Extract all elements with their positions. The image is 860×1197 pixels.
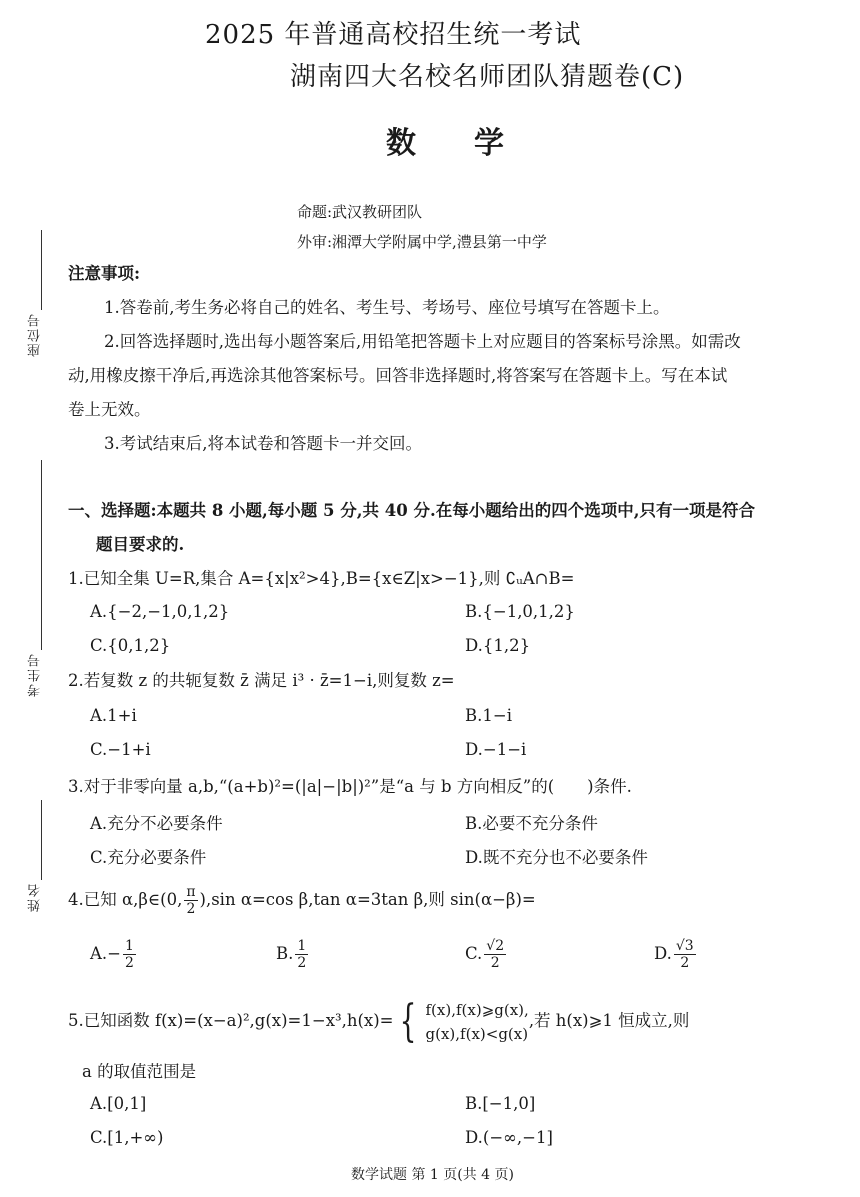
fraction xyxy=(484,938,506,971)
option-prefix: B. xyxy=(276,944,294,963)
page-footer: 数学试题 第 1 页(共 4 页) xyxy=(351,1167,514,1183)
fraction-numerator: 1 xyxy=(297,938,307,954)
question-4-option-c xyxy=(465,936,508,972)
question-3-option-b: B.必要不充分条件 xyxy=(465,814,598,833)
fraction-numerator: √3 xyxy=(675,938,694,954)
question-4-stem-pre: 4.已知 α,β∈ xyxy=(68,890,161,909)
side-label-exam-no: 考生号 xyxy=(28,652,43,697)
option-prefix: C. xyxy=(465,944,483,963)
notice-item: 3.考试结束后,将本试卷和答题卡一并交回。 xyxy=(104,434,422,453)
fraction xyxy=(123,938,136,971)
piecewise-case-1: f(x),f(x)⩾g(x), xyxy=(425,1000,529,1019)
fraction-denominator: 2 xyxy=(680,955,690,971)
question-3-option-a: A.充分不必要条件 xyxy=(90,814,223,833)
interval-open: (0, xyxy=(160,890,183,909)
question-4-option-a xyxy=(90,936,138,972)
question-5-option-c: C.[1,+∞) xyxy=(90,1128,164,1147)
question-1-option-d: D.{1,2} xyxy=(465,636,531,655)
question-5-option-b: B.[−1,0] xyxy=(465,1094,536,1113)
section-heading: 一、选择题:本题共 8 小题,每小题 5 分,共 40 分.在每小题给出的四个选项中,只有一项是符合 xyxy=(68,501,755,520)
question-1-option-c: C.{0,1,2} xyxy=(90,636,171,655)
question-3-option-d: D.既不充分也不必要条件 xyxy=(465,848,648,867)
left-brace: { xyxy=(399,995,416,1047)
question-4-stem xyxy=(68,880,536,920)
interval-close: ) xyxy=(199,890,206,909)
question-5-stem xyxy=(68,996,689,1046)
fraction xyxy=(295,938,308,971)
fraction xyxy=(674,938,696,971)
question-2-option-c: C.−1+i xyxy=(90,740,151,759)
question-3-option-c: C.充分必要条件 xyxy=(90,848,207,867)
notice-item: 1.答卷前,考生务必将自己的姓名、考生号、考场号、座位号填写在答题卡上。 xyxy=(104,298,670,317)
exam-title-line2: 湖南四大名校名师团队猜题卷(C) xyxy=(290,62,685,92)
fraction-numerator: 1 xyxy=(125,938,134,954)
option-prefix: A.− xyxy=(90,944,121,963)
question-2-option-d: D.−1−i xyxy=(465,740,527,759)
exam-title-line1: 2025 年普通高校招生统一考试 xyxy=(205,20,582,50)
notice-item: 动,用橡皮擦干净后,再选涂其他答案标号。回答非选择题时,将答案写在答题卡上。写在本试 xyxy=(68,366,728,385)
piecewise-case-2: g(x),f(x)<g(x) xyxy=(425,1024,529,1043)
reviewer-line: 外审:湘潭大学附属中学,澧县第一中学 xyxy=(297,233,547,251)
piecewise-cases xyxy=(422,998,529,1046)
fraction-denominator: 2 xyxy=(297,955,307,971)
question-3-stem: 3.对于非零向量 a,b,“(a+b)²=(|a|−|b|)²”是“a 与 b 方向相反”的( )条件. xyxy=(68,777,632,796)
side-label-seat: 座位号 xyxy=(28,312,43,357)
section-heading-cont: 题目要求的. xyxy=(96,535,185,554)
question-5-stem-post: ,若 h(x)⩾1 恒成立,则 xyxy=(528,1011,690,1030)
question-2-option-b: B.1−i xyxy=(465,706,512,725)
question-5-stem-pre: 5.已知函数 f(x)=(x−a)²,g(x)=1−x³,h(x)= xyxy=(68,1011,394,1030)
notice-heading: 注意事项: xyxy=(68,264,141,283)
question-5-option-d: D.(−∞,−1] xyxy=(465,1128,553,1147)
question-4-stem-post: ,sin α=cos β,tan α=3tan β,则 sin(α−β)= xyxy=(205,890,536,909)
fraction-denominator: 2 xyxy=(186,901,196,917)
question-1-stem: 1.已知全集 U=R,集合 A={x|x²>4},B={x∈Z|x>−1},则 ∁ᵤA∩B= xyxy=(68,569,575,588)
fraction-numerator: √2 xyxy=(486,938,505,954)
pi-over-two xyxy=(184,884,197,917)
side-divider xyxy=(41,460,42,650)
question-5-stem-line2: a 的取值范围是 xyxy=(82,1062,197,1081)
question-1-option-b: B.{−1,0,1,2} xyxy=(465,602,575,621)
notice-item: 卷上无效。 xyxy=(68,400,151,419)
question-1-option-a: A.{−2,−1,0,1,2} xyxy=(90,602,230,621)
fraction-numerator: π xyxy=(186,884,196,900)
option-prefix: D. xyxy=(654,944,672,963)
side-divider xyxy=(41,800,42,880)
question-5-option-a: A.[0,1] xyxy=(90,1094,147,1113)
side-divider xyxy=(41,230,42,310)
notice-item: 2.回答选择题时,选出每小题答案后,用铅笔把答题卡上对应题目的答案标号涂黑。如需改 xyxy=(104,332,741,351)
fraction-denominator: 2 xyxy=(490,955,500,971)
fraction-denominator: 2 xyxy=(125,955,134,971)
question-4-option-d xyxy=(654,936,698,972)
question-2-stem: 2.若复数 z 的共轭复数 z̄ 满足 i³ · z̄=1−i,则复数 z= xyxy=(68,671,455,690)
author-line: 命题:武汉教研团队 xyxy=(297,203,423,221)
subject-title: 数学 xyxy=(386,126,562,161)
question-2-option-a: A.1+i xyxy=(90,706,137,725)
side-label-name: 姓名 xyxy=(28,882,43,912)
question-4-option-b xyxy=(276,936,310,972)
